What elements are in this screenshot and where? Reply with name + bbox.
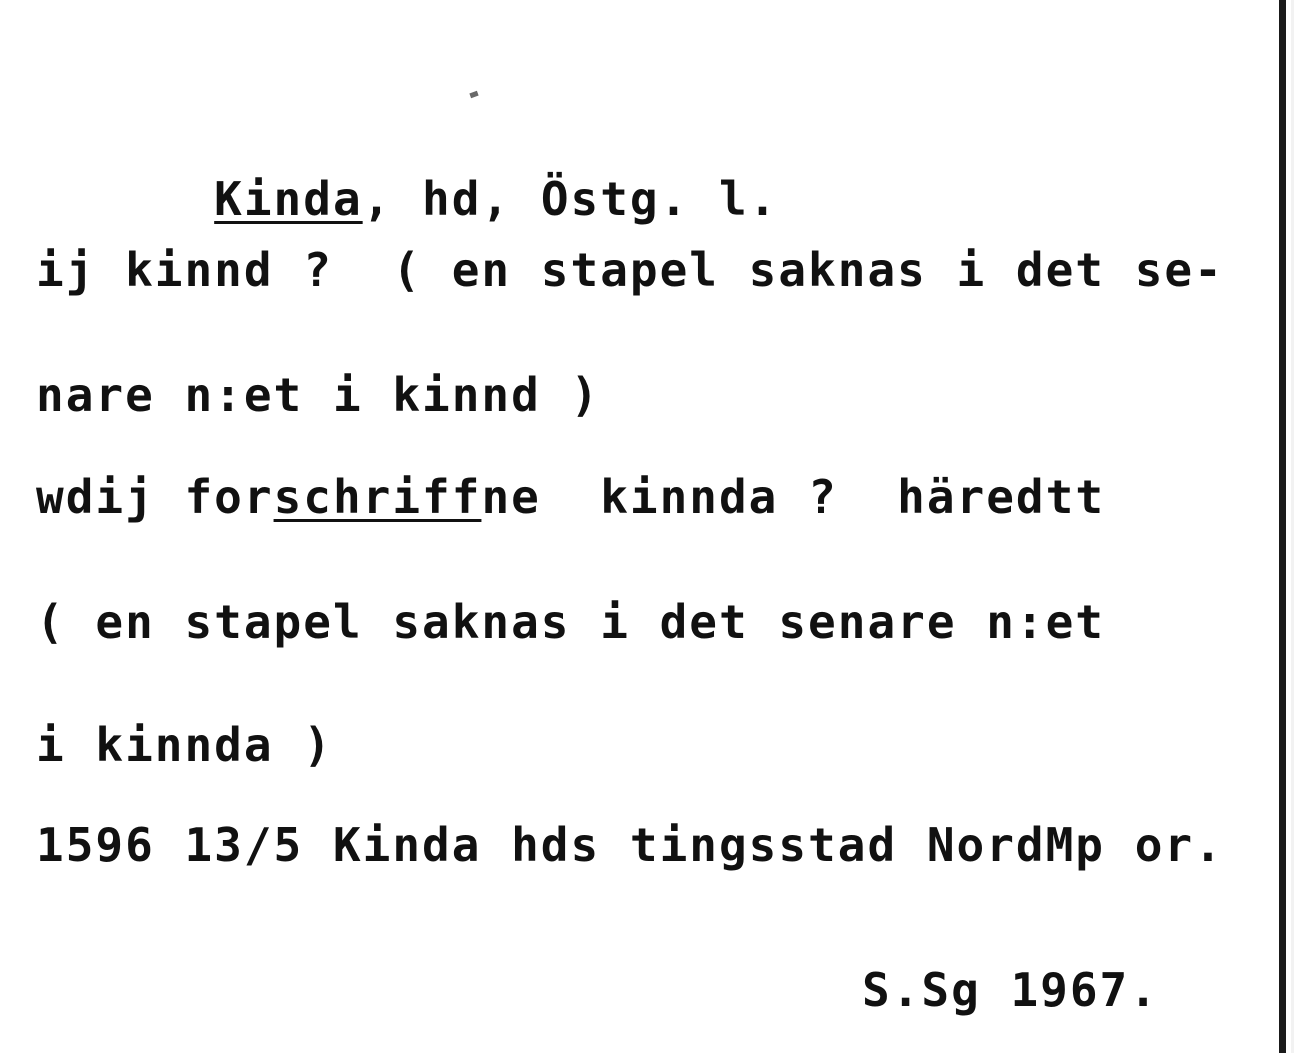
body-line-3: [36, 470, 1105, 524]
body-line-6: 1596 13/5 Kinda hds tingsstad NordMp or.: [36, 818, 1224, 872]
signature: S.Sg 1967.: [862, 963, 1159, 1017]
ink-speck: [469, 91, 478, 98]
line3-part-b: ne kinnda ? häredtt: [481, 470, 1106, 524]
body-line-1: ij kinnd ? ( en stapel saknas i det se-: [36, 243, 1224, 297]
heading-rest: , hd, Östg. l.: [362, 172, 779, 226]
heading-keyword: Kinda: [214, 172, 363, 226]
body-line-5: i kinnda ): [36, 718, 333, 772]
body-line-2: nare n:et i kinnd ): [36, 368, 601, 422]
body-line-4: ( en stapel saknas i det senare n:et: [36, 595, 1105, 649]
line3-part-a: wdij for: [36, 470, 274, 524]
card-edge-rule: [1279, 0, 1286, 1053]
line3-underlined: schriff: [273, 470, 482, 524]
